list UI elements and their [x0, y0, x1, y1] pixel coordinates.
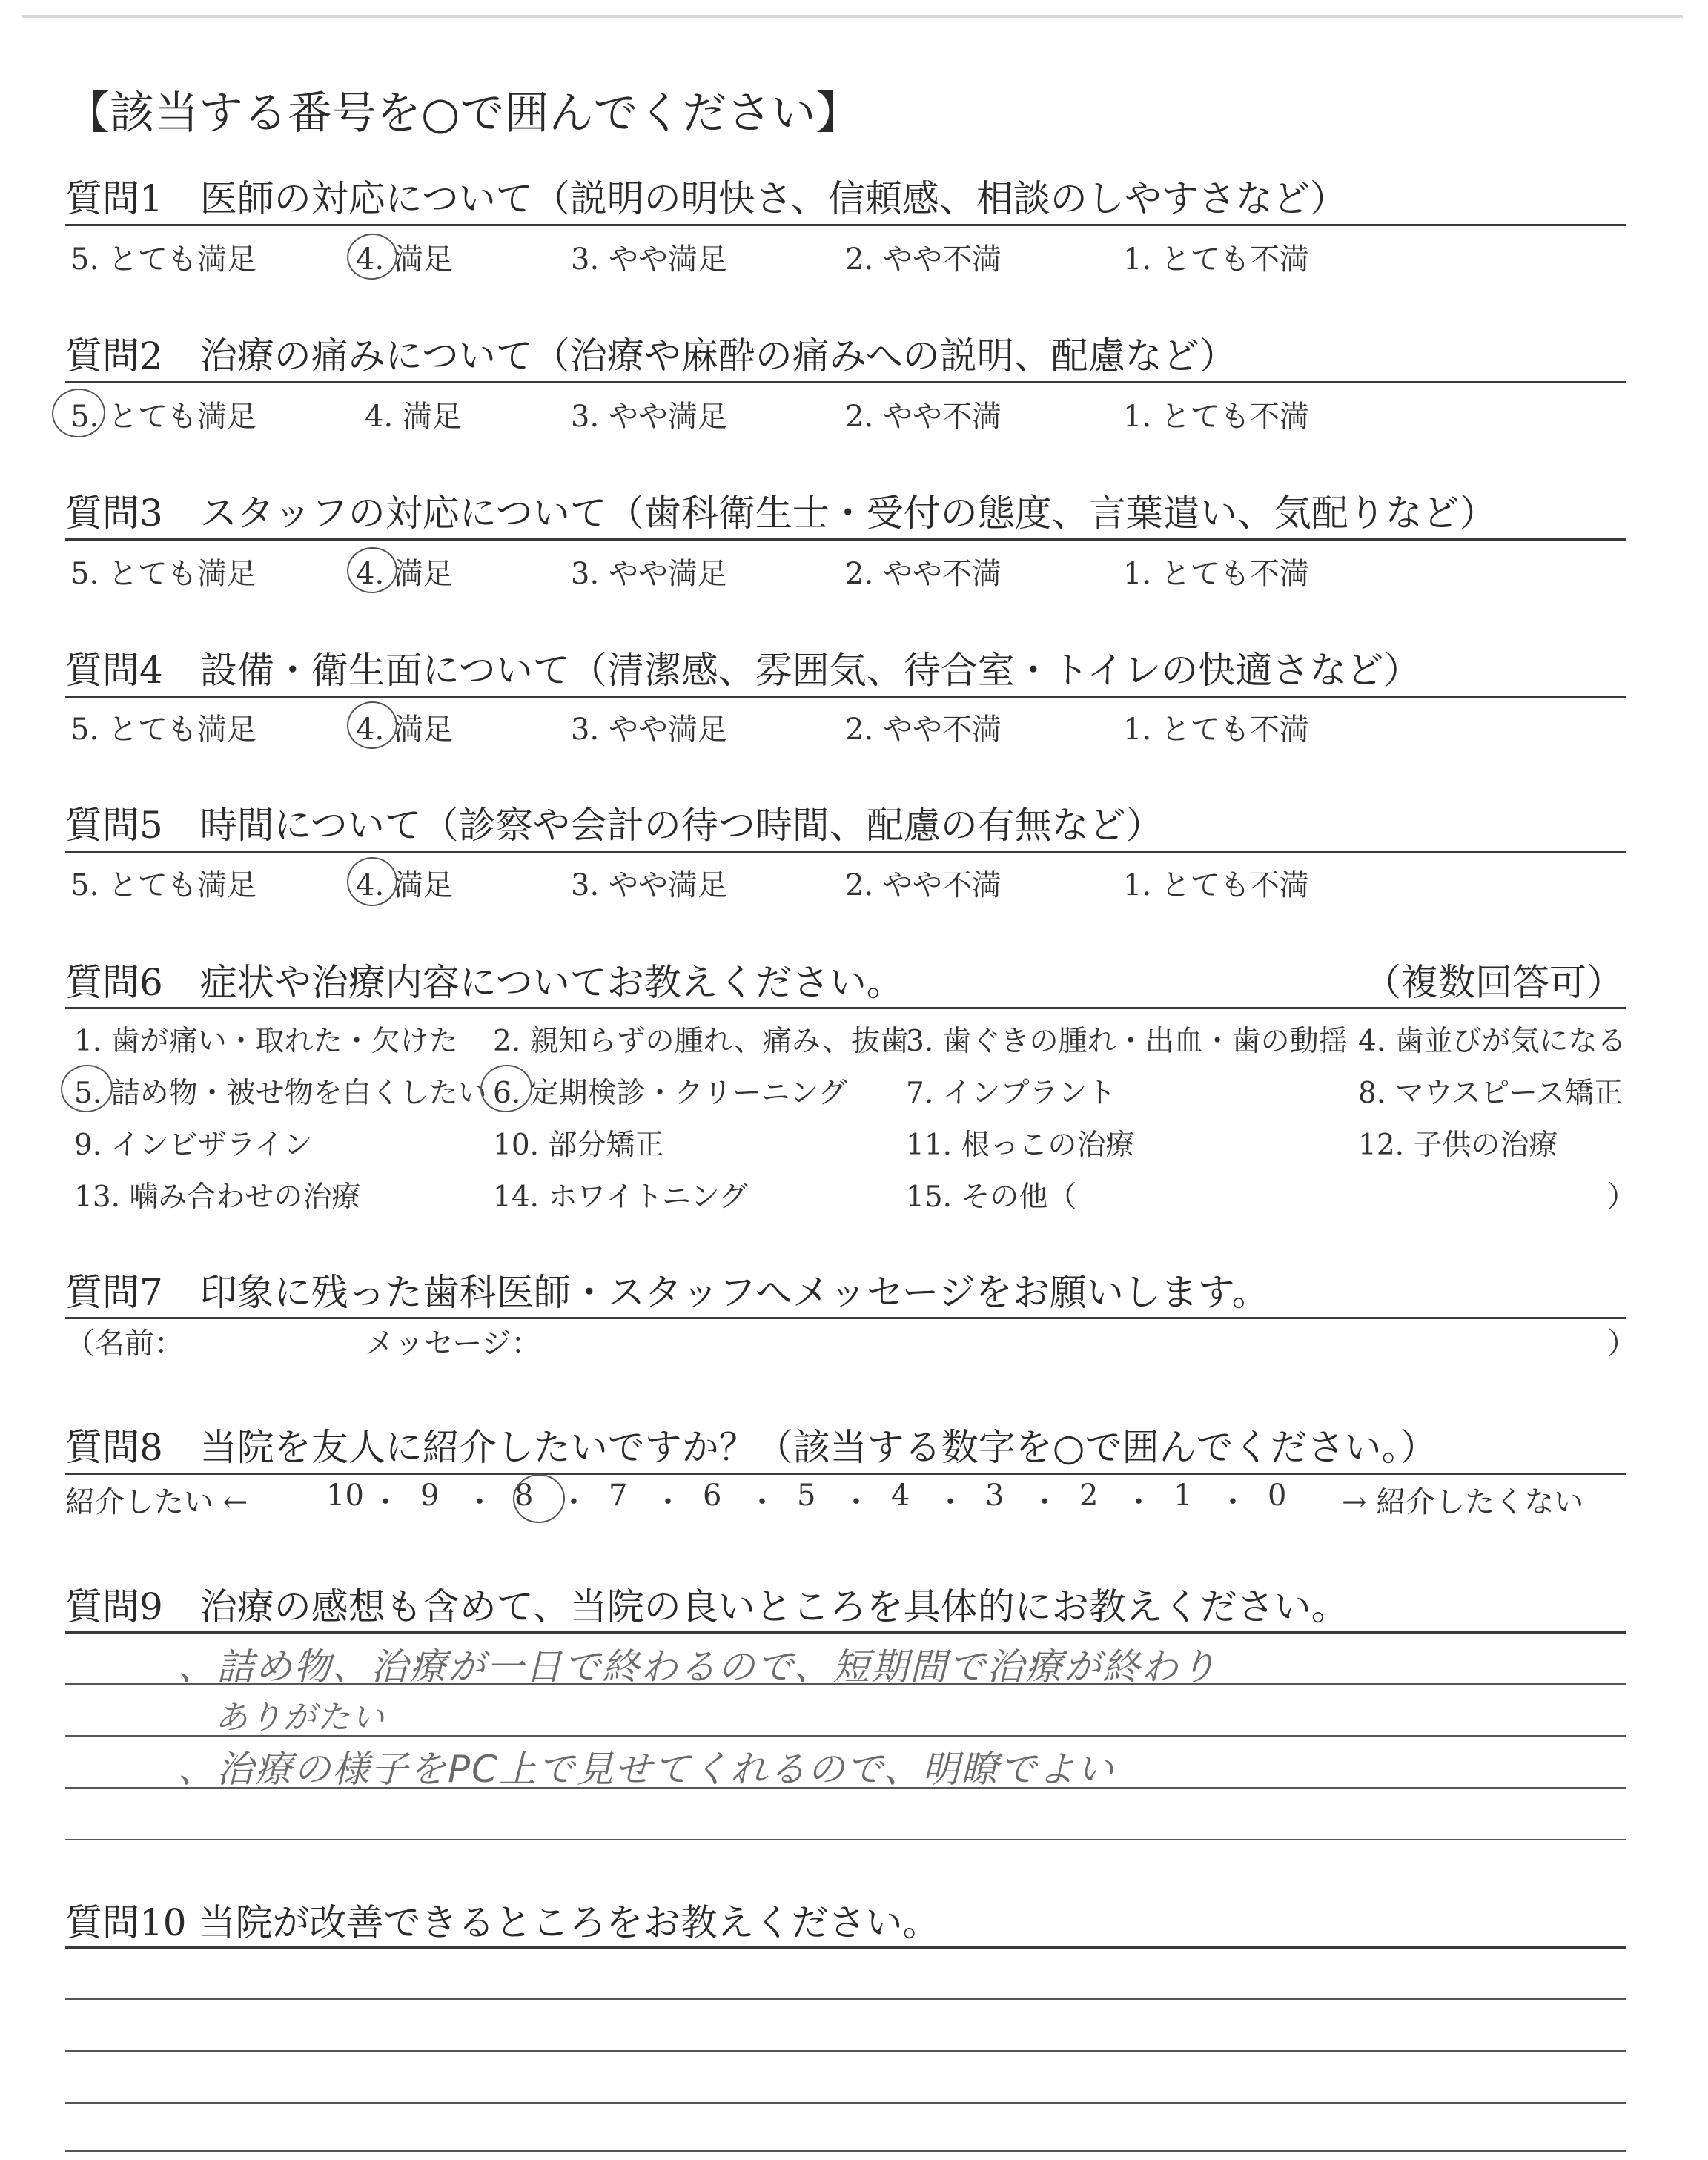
q8-scale-value-10[interactable]: 10	[326, 1479, 364, 1513]
q6-option-4[interactable]: 4. 歯並びが気になる	[1358, 1025, 1626, 1058]
q4-option-4[interactable]: 4. 満足	[356, 713, 453, 747]
scan-top-edge	[22, 15, 1683, 18]
question-10-text: 質問10 当院が改善できるところをお教えください。	[65, 1901, 940, 1944]
q7-name-label: （名前：	[65, 1327, 184, 1361]
q8-scale-value-1[interactable]: 1	[1174, 1479, 1193, 1513]
question-9-text: 質問9 治療の感想も含めて、当院の良いところを具体的にお教えください。	[65, 1585, 1348, 1628]
q8-scale-separator: ・	[841, 1485, 871, 1519]
q9-handwritten-answer-3: 、治療の様子をPC上で見せてくれるので、明瞭でよい	[178, 1748, 1116, 1791]
q1-option-4[interactable]: 4. 満足	[356, 242, 453, 277]
q6-option-8[interactable]: 8. マウスピース矯正	[1358, 1077, 1623, 1110]
question-3-text: 質問3 スタッフの対応について（歯科衛生士・受付の態度、言葉遣い、気配りなど）	[65, 492, 1497, 535]
question-4-text: 質問4 設備・衛生面について（清潔感、雰囲気、待合室・トイレの快適さなど）	[65, 649, 1421, 692]
q2-option-4[interactable]: 4. 満足	[365, 400, 462, 434]
question-1-rule	[65, 224, 1626, 226]
q4-option-2[interactable]: 2. やや不満	[845, 713, 1002, 747]
question-9-rule	[65, 1631, 1626, 1634]
q8-scale-value-0[interactable]: 0	[1268, 1479, 1287, 1513]
q8-scale-separator: ・	[653, 1485, 683, 1519]
question-8-text: 質問8 当院を友人に紹介したいですか？（該当する数字を○で囲んでください。）	[65, 1426, 1437, 1469]
q8-scale-separator: ・	[936, 1485, 965, 1519]
q9-handwritten-answer-1: 、詰め物、治療が一日で終わるので、短期間で治療が終わり	[178, 1645, 1218, 1688]
q2-option-5[interactable]: 5. とても満足	[70, 400, 256, 434]
q8-scale-value-4[interactable]: 4	[891, 1479, 910, 1513]
q8-scale-separator: ・	[371, 1485, 400, 1519]
q6-option-5[interactable]: 5. 詰め物・被せ物を白くしたい	[74, 1077, 487, 1110]
q8-scale-value-9[interactable]: 9	[420, 1479, 440, 1513]
q8-scale-value-2[interactable]: 2	[1079, 1479, 1099, 1513]
question-2-rule	[65, 381, 1626, 383]
question-10-rule	[65, 1946, 1626, 1949]
question-6-rule	[65, 1007, 1626, 1009]
q10-answer-line-3	[65, 2102, 1626, 2104]
q9-answer-line-4	[65, 1839, 1626, 1840]
q8-right-label: → 紹介したくない	[1342, 1485, 1584, 1519]
question-6-note: （複数回答可）	[1364, 961, 1623, 1004]
q6-option-9[interactable]: 9. インビザライン	[74, 1129, 313, 1162]
q6-option-2[interactable]: 2. 親知らずの腫れ、痛み、抜歯	[493, 1025, 910, 1058]
q1-option-2[interactable]: 2. やや不満	[845, 242, 1002, 277]
question-4-rule	[65, 696, 1626, 698]
instruction-heading: 【該当する番号を○で囲んでください】	[65, 87, 861, 139]
q3-option-2[interactable]: 2. やや不満	[845, 557, 1002, 591]
q6-option-14[interactable]: 14. ホワイトニング	[493, 1180, 748, 1214]
q6-option-12[interactable]: 12. 子供の治療	[1358, 1129, 1558, 1162]
q7-close-paren: ）	[1607, 1327, 1637, 1361]
q8-scale-value-6[interactable]: 6	[703, 1479, 722, 1513]
q6-option-13[interactable]: 13. 噛み合わせの治療	[74, 1180, 361, 1214]
q6-option-10[interactable]: 10. 部分矯正	[493, 1129, 664, 1162]
q8-scale-value-7[interactable]: 7	[609, 1479, 628, 1513]
q6-option-11[interactable]: 11. 根っこの治療	[906, 1129, 1135, 1162]
question-7-text: 質問7 印象に残った歯科医師・スタッフへメッセージをお願いします。	[65, 1271, 1269, 1314]
question-2-text: 質問2 治療の痛みについて（治療や麻酔の痛みへの説明、配慮など）	[65, 334, 1237, 377]
q10-answer-line-2	[65, 2050, 1626, 2052]
question-8-rule	[65, 1473, 1626, 1475]
q8-scale-value-8[interactable]: 8	[514, 1479, 534, 1513]
q8-scale-value-3[interactable]: 3	[985, 1479, 1004, 1513]
q5-option-4[interactable]: 4. 満足	[356, 868, 453, 902]
q8-scale-value-5[interactable]: 5	[797, 1479, 816, 1513]
q5-option-5[interactable]: 5. とても満足	[70, 868, 256, 902]
q8-scale-separator: ・	[465, 1485, 494, 1519]
q8-scale-separator: ・	[1030, 1485, 1059, 1519]
q2-option-1[interactable]: 1. とても不満	[1123, 400, 1309, 434]
q5-option-1[interactable]: 1. とても不満	[1123, 868, 1309, 902]
q3-option-1[interactable]: 1. とても不満	[1123, 557, 1309, 591]
q7-message-label: メッセージ：	[365, 1327, 541, 1361]
q3-option-5[interactable]: 5. とても満足	[70, 557, 256, 591]
q1-option-5[interactable]: 5. とても満足	[70, 242, 256, 277]
q8-scale-separator: ・	[1218, 1485, 1248, 1519]
q6-option-1[interactable]: 1. 歯が痛い・取れた・欠けた	[74, 1025, 458, 1058]
q4-option-3[interactable]: 3. やや満足	[571, 713, 727, 747]
q6-other-close-paren: ）	[1607, 1180, 1637, 1214]
q10-answer-line-4	[65, 2150, 1626, 2152]
question-1-text: 質問1 医師の対応について（説明の明快さ、信頼感、相談のしやすさなど）	[65, 177, 1347, 220]
q4-option-5[interactable]: 5. とても満足	[70, 713, 256, 747]
question-7-rule	[65, 1317, 1626, 1319]
question-5-rule	[65, 851, 1626, 853]
question-3-rule	[65, 538, 1626, 541]
question-6-text: 質問6 症状や治療内容についてお教えください。	[65, 961, 904, 1004]
q6-option-3[interactable]: 3. 歯ぐきの腫れ・出血・歯の動揺	[906, 1025, 1348, 1058]
q8-scale-separator: ・	[747, 1485, 777, 1519]
q6-option-7[interactable]: 7. インプラント	[906, 1077, 1116, 1110]
q8-left-label: 紹介したい ←	[65, 1485, 248, 1519]
q1-option-3[interactable]: 3. やや満足	[571, 242, 727, 277]
q10-answer-line-1	[65, 1998, 1626, 2000]
q2-option-3[interactable]: 3. やや満足	[571, 400, 727, 434]
q1-option-1[interactable]: 1. とても不満	[1123, 242, 1309, 277]
q8-scale-separator: ・	[559, 1485, 589, 1519]
q3-option-4[interactable]: 4. 満足	[356, 557, 453, 591]
q4-option-1[interactable]: 1. とても不満	[1123, 713, 1309, 747]
q6-option-6[interactable]: 6. 定期検診・クリーニング	[493, 1077, 847, 1110]
q6-option-15[interactable]: 15. その他（	[906, 1180, 1077, 1214]
q5-option-3[interactable]: 3. やや満足	[571, 868, 727, 902]
q2-option-2[interactable]: 2. やや不満	[845, 400, 1002, 434]
q9-handwritten-answer-2: ありがたい	[215, 1699, 385, 1737]
question-5-text: 質問5 時間について（診察や会計の待つ時間、配慮の有無など）	[65, 804, 1163, 847]
q3-option-3[interactable]: 3. やや満足	[571, 557, 727, 591]
q5-option-2[interactable]: 2. やや不満	[845, 868, 1002, 902]
q8-scale-separator: ・	[1124, 1485, 1153, 1519]
